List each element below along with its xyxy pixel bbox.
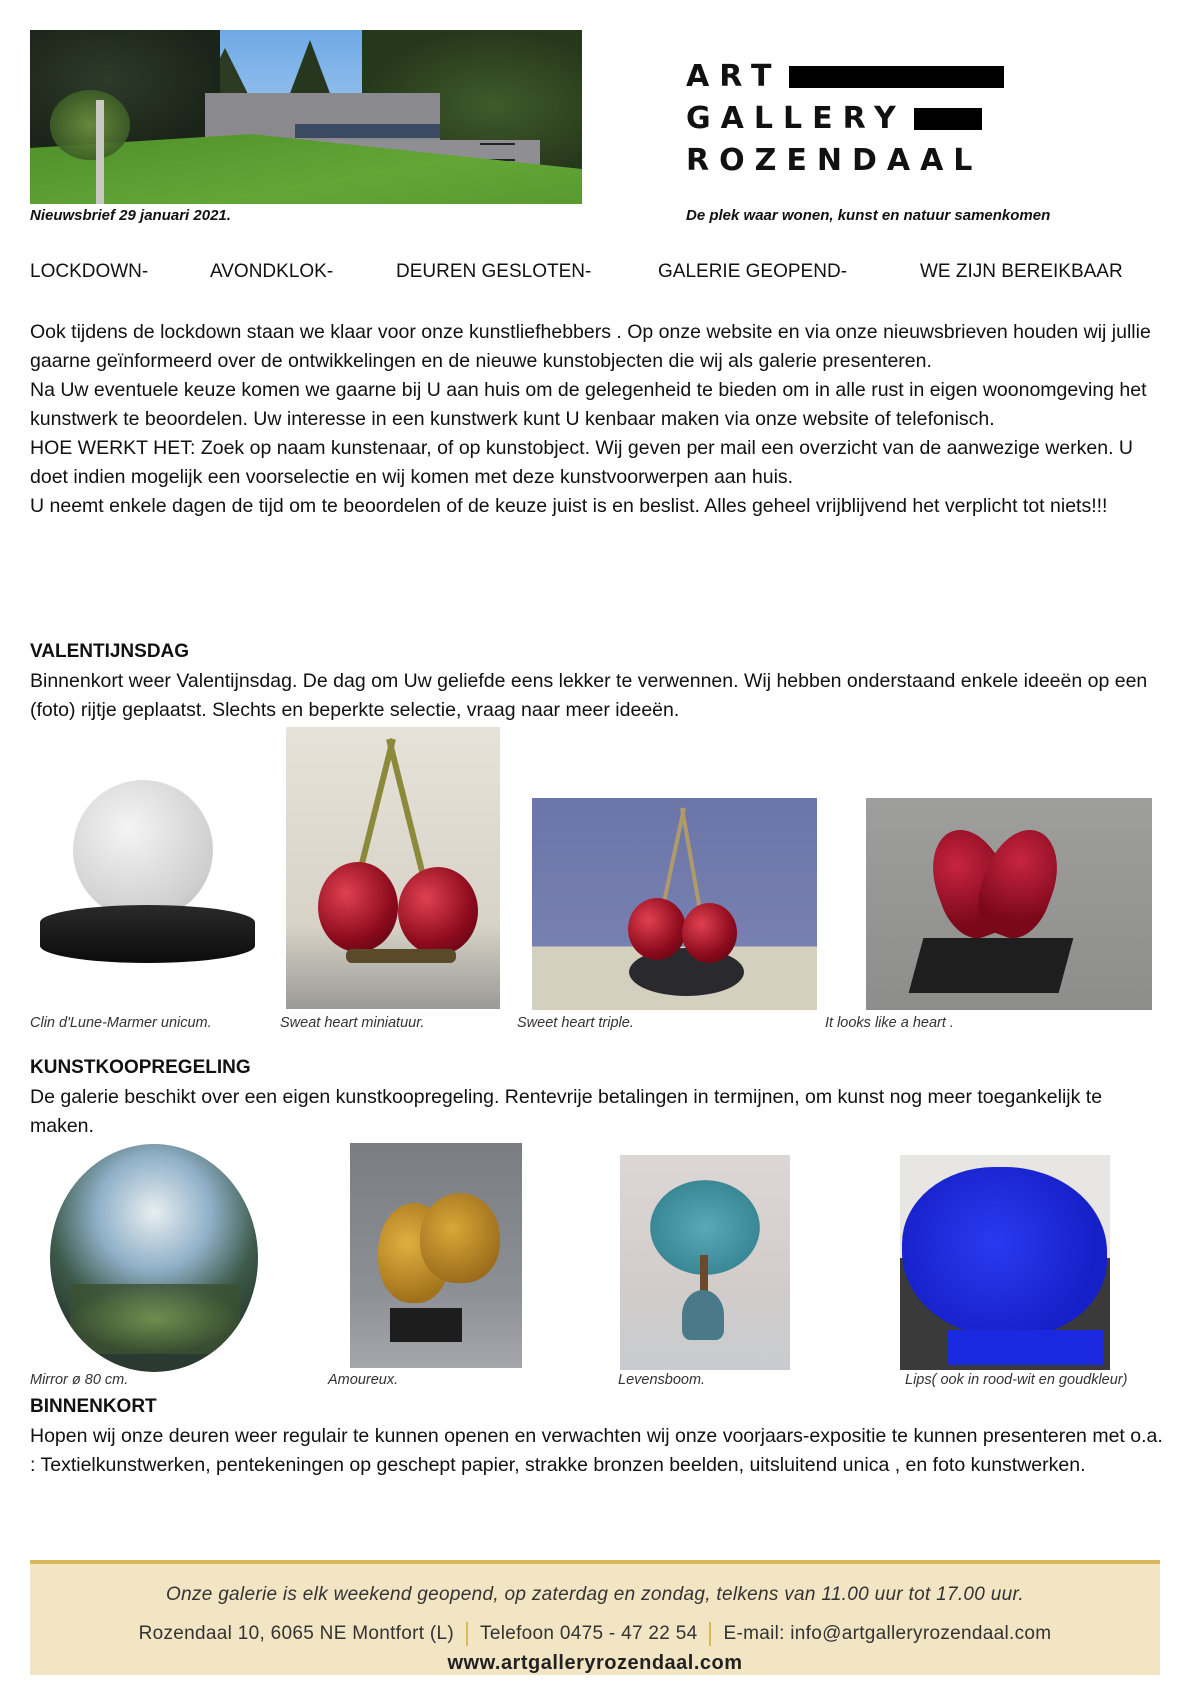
keyword-deuren-gesloten: DEUREN GESLOTEN-: [396, 261, 592, 282]
caption-pears: Amoureux.: [328, 1372, 399, 1388]
artwork-image-marble-head: [35, 770, 257, 970]
artwork-image-cherries-triple: [532, 798, 817, 1010]
artwork-image-pears: [350, 1143, 522, 1368]
caption-lips: Lips( ook in rood-wit en goudkleur): [905, 1372, 1128, 1388]
intro-paragraph-3: HOE WERKT HET: Zoek op naam kunstenaar, of op kunstobject. Wij geven per mail een overzicht van de aanwezige werken. U doet indien mogelijk een voorselectie en wij komen met deze kunstvoorwerpen aan huis.: [30, 437, 1134, 488]
newsletter-date: Nieuwsbrief 29 januari 2021.: [30, 207, 231, 224]
divider: [709, 1622, 711, 1646]
caption-cherries-miniature: Sweat heart miniatuur.: [280, 1015, 425, 1031]
phone: Telefoon 0475 - 47 22 54: [480, 1623, 698, 1645]
email[interactable]: E-mail: info@artgalleryrozendaal.com: [723, 1623, 1052, 1645]
footer-banner: [30, 1560, 1160, 1675]
caption-heart: It looks like a heart .: [825, 1015, 954, 1031]
artwork-image-tree-of-life: [620, 1155, 790, 1370]
valentine-heading: VALENTIJNSDAG: [30, 641, 190, 662]
caption-marble-head: Clin d'Lune-Marmer unicum.: [30, 1015, 212, 1031]
gallery-logo: [686, 59, 1026, 178]
keyword-bereikbaar: WE ZIJN BEREIKBAAR: [920, 261, 1123, 282]
keyword-galerie-geopend: GALERIE GEOPEND-: [658, 261, 847, 282]
intro-paragraph-1: Ook tijdens de lockdown staan we klaar voor onze kunstliefhebbers . Op onze website en via onze nieuwsbrieven houden wij jullie gaarne geïnformeerd over de ontwikkelingen en de nieuwe kunstobjecten die wij als galerie presenteren.: [30, 321, 1151, 372]
intro-text: [30, 318, 1170, 521]
kunstkoop-heading: KUNSTKOOPREGELING: [30, 1057, 251, 1078]
valentine-text: Binnenkort weer Valentijnsdag. De dag om Uw geliefde eens lekker te verwennen. Wij hebben onderstaand enkele ideeën op een (foto) rijtje geplaatst. Slechts en beperkte selectie, vraag naar meer ideeën.: [30, 670, 1148, 721]
artwork-image-cherries-miniature: [286, 727, 500, 1009]
artwork-image-mirror: [50, 1144, 258, 1372]
logo-line-rozendaal: ROZENDAAL: [686, 143, 983, 178]
keyword-lockdown: LOCKDOWN-: [30, 261, 149, 282]
contact-line: [30, 1622, 1160, 1646]
keyword-avondklok: AVONDKLOK-: [210, 261, 334, 282]
intro-paragraph-2: Na Uw eventuele keuze komen we gaarne bij U aan huis om de gelegenheid te bieden om in alle rust in eigen woonomgeving het kunstwerk te beoordelen. Uw interesse in een kunstwerk kunt U kenbaar maken via onze website of telefonisch.: [30, 379, 1147, 430]
artwork-image-heart: [866, 798, 1152, 1010]
divider: [466, 1622, 468, 1646]
opening-hours: Onze galerie is elk weekend geopend, op zaterdag en zondag, telkens van 11.00 uur tot 17.00 uur.: [166, 1584, 1024, 1605]
caption-cherries-triple: Sweet heart triple.: [517, 1015, 634, 1031]
binnenkort-heading: BINNENKORT: [30, 1396, 157, 1417]
caption-mirror: Mirror ø 80 cm.: [30, 1372, 129, 1388]
tagline: De plek waar wonen, kunst en natuur samenkomen: [686, 207, 1051, 224]
hero-image: [30, 30, 582, 204]
caption-tree-of-life: Levensboom.: [618, 1372, 706, 1388]
kunstkoop-text: De galerie beschikt over een eigen kunstkoopregeling. Rentevrije betalingen in termijnen, om kunst nog meer toegankelijk te maken.: [30, 1086, 1103, 1137]
logo-line-gallery: GALLERY: [686, 101, 906, 136]
intro-paragraph-4: U neemt enkele dagen de tijd om te beoordelen of de keuze juist is en beslist. Alles geheel vrijblijvend het verplicht tot niets!!!: [30, 495, 1108, 517]
artwork-image-lips: [900, 1155, 1110, 1370]
website-link[interactable]: www.artgalleryrozendaal.com: [447, 1652, 743, 1674]
logo-line-art: ART: [686, 59, 782, 94]
keyword-row: [30, 261, 1160, 287]
address: Rozendaal 10, 6065 NE Montfort (L): [138, 1623, 455, 1645]
binnenkort-text: Hopen wij onze deuren weer regulair te kunnen openen en verwachten wij onze voorjaars-expositie te kunnen presenteren met o.a. : Textielkunstwerken, pentekeningen op geschept papier, strakke bronzen beelden, uitsluitend unica , en foto kunstwerken.: [30, 1425, 1163, 1476]
